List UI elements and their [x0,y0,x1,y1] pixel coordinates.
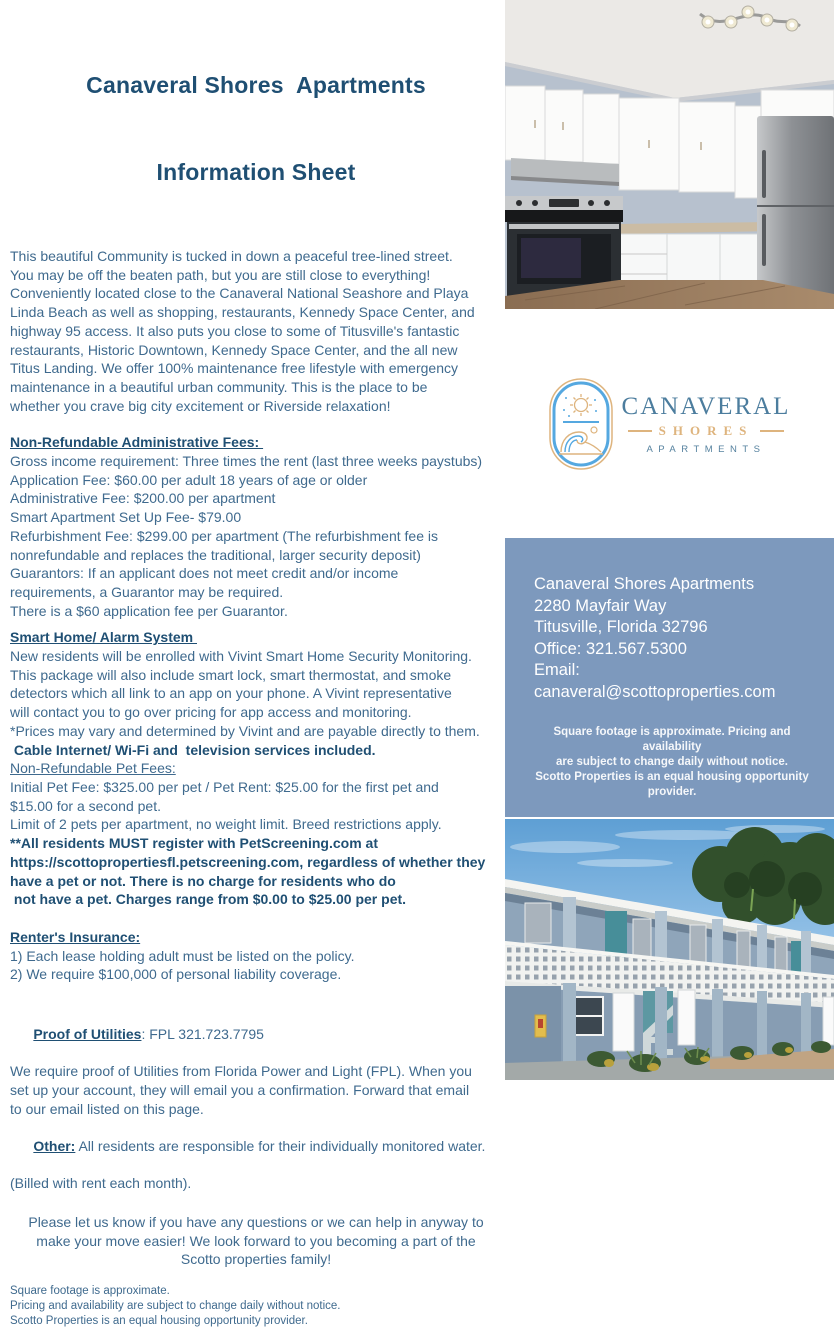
utilities-phone: : FPL 321.723.7795 [141,1025,264,1042]
text-line: Scotto Properties is an equal housing opportunity provider. [10,1315,308,1328]
text-line: Application Fee: $60.00 per adult 18 years of age or older [10,471,368,488]
text-line: This beautiful Community is tucked in down a peaceful tree-lined street. [10,248,453,264]
text-line: This package will also include smart lock, smart thermostat, and smoke [10,666,452,683]
building-photo [505,819,834,1080]
smart-home-heading: Smart Home/ Alarm System [10,629,197,646]
text-line: 2) We require $100,000 of personal liability coverage. [10,966,342,983]
contact-street: 2280 Mayfair Way [534,596,667,615]
pet-screening-url: https://scottopropertiesfl.petscreening.com, regardless of whether they [10,853,486,870]
logo-shores: SHORES [658,422,754,438]
contact-city: Titusville, Florida 32796 [534,618,708,636]
logo-badge-icon [549,378,613,470]
contact-phone: Office: 321.567.5300 [534,639,687,658]
text-line: Conveniently located close to the Canaveral National Seashore and Playa [10,285,469,302]
text-line: nonrefundable and replaces the traditional, larger security deposit) [10,546,421,563]
text-line: are subject to change daily without notice. [556,756,788,768]
text-line: restaurants, Historic Downtown, Kennedy Space Center, and the all new [10,341,458,358]
text-line: availability [642,741,702,753]
text-line: make your move easier! We look forward to you becoming a part of the [36,1232,476,1249]
title-line-2: Information Sheet [156,159,356,185]
section-pet-fees [10,759,502,909]
pet-screening-line: not have a pet. Charges range from $0.00 to $25.00 per pet. [10,891,407,908]
section-admin-fees [10,433,502,620]
text-line: New residents will be enrolled with Vivint Smart Home Security Monitoring. [10,648,472,665]
text-line: Pricing and availability are subject to change daily without notice. [10,1300,341,1313]
canaveral-shores-logo [505,372,834,476]
pet-screening-line: have a pet or not. There is no charge for residents who do [10,872,396,889]
text-line: maintenance in a beautiful urban community. This is the place to be [10,378,428,395]
text-line: whether you crave big city excitement or Riverside relaxation! [10,397,391,414]
text-line: Scotto Properties is an equal housing opportunity [535,771,809,783]
text-line: requirements, a Guarantor may be required. [10,583,284,600]
admin-fees-heading: Non-Refundable Administrative Fees: [10,434,264,451]
contact-name: Canaveral Shores Apartments [534,575,755,593]
text-line: Refurbishment Fee: $299.00 per apartment (The refurbishment fee is [10,527,438,544]
text-line: We require proof of Utilities from Florida Power and Light (FPL). When you [10,1063,472,1080]
closing-paragraph [10,1213,502,1269]
text-line: Gross income requirement: Three times the rent (last three weeks paystubs) [10,453,483,470]
text-line: *Prices may vary and determined by Vivint and are payable directly to them. [10,722,480,739]
contact-disclaimer [524,725,820,800]
utilities-heading: Proof of Utilities [33,1025,142,1042]
intro-paragraph [10,247,502,415]
text-line: will contact you to go over pricing for app access and monitoring. [10,704,412,721]
contact-email-label: Email: [534,661,580,679]
other-text: All residents are responsible for their individually monitored water. [75,1137,486,1154]
text-line: set up your account, they will email you a confirmation. Forward that email [10,1081,470,1098]
contact-box [505,538,834,817]
text-line: You may be off the beaten path, but you are still close to everything! [10,266,431,283]
footnote [10,1284,502,1329]
text-line: Administrative Fee: $200.00 per apartment [10,490,276,507]
text-line: highway 95 access. It also puts you close to some of Titusville's fantastic [10,322,460,339]
cable-internet-line: Cable Internet/ Wi-Fi and television services included. [10,741,376,758]
text-line: Scotto properties family! [180,1251,332,1268]
text-line: detectors which all link to an app on your phone. A Vivint representative [10,685,452,702]
logo-apartments: APARTMENTS [646,443,766,455]
logo-dash-left [628,430,652,432]
section-smart-home [10,628,502,759]
section-utilities [10,1006,502,1193]
text-line: Smart Apartment Set Up Fee- $79.00 [10,509,242,526]
logo-dash-right [760,430,784,432]
pet-fees-heading: Non-Refundable Pet Fees: [10,760,176,777]
left-column [10,13,502,1329]
title-line-1: Canaveral Shores Apartments [86,72,426,98]
other-label: Other: [33,1137,76,1154]
billed-line: (Billed with rent each month). [10,1175,192,1192]
text-line: $15.00 for a second pet. [10,797,161,814]
logo-wordmark [622,394,791,455]
text-line: to our email listed on this page. [10,1100,204,1117]
text-line: Square footage is approximate. [10,1285,170,1298]
text-line: provider. [647,786,697,798]
text-line: Initial Pet Fee: $325.00 per pet / Pet Rent: $25.00 for the first pet and [10,778,439,795]
text-line: Limit of 2 pets per apartment, no weight limit. Breed restrictions apply. [10,816,442,833]
contact-email: canaveral@scottoproperties.com [534,682,776,701]
text-line: Linda Beach as well as shopping, restaurants, Kennedy Space Center, and [10,304,475,321]
text-line: Square footage is approximate. Pricing and [553,726,791,738]
text-line: There is a $60 application fee per Guarantor. [10,602,288,619]
logo-name: CANAVERAL [621,392,791,420]
pet-screening-line: **All residents MUST register with PetScreening.com at [10,835,378,852]
section-renters-insurance [10,928,502,984]
text-line: 1) Each lease holding adult must be listed on the policy. [10,947,355,964]
text-line: Please let us know if you have any questions or we can help in anyway to [28,1214,484,1231]
page-title [10,13,502,245]
text-line: Titus Landing. We offer 100% maintenance free lifestyle with emergency [10,360,458,377]
text-line: Guarantors: If an applicant does not meet credit and/or income [10,565,399,582]
kitchen-photo [505,0,834,309]
renters-insurance-heading: Renter's Insurance: [10,928,141,945]
